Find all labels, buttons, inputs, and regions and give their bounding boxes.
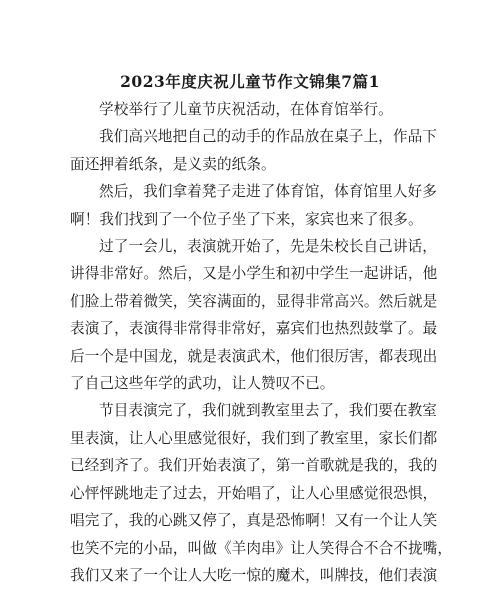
paragraph-line: 里表演，让人心里感觉很好，我们到了教室里，家长们都: [70, 429, 438, 447]
paragraph-line: 表演了，表演得非常得非常好，嘉宾们也热烈鼓掌了。最: [70, 320, 438, 338]
paragraph-line: 啊！我们找到了一个位子坐了下来，家宾也来了很多。: [70, 210, 423, 228]
paragraph-line: 然后，我们拿着凳子走进了体育馆，体育馆里人好多: [99, 183, 437, 201]
paragraph-2: [70, 123, 437, 178]
paragraph-line: 我们又来了一个让人大吃一惊的魔术，叫牌技，他们表演: [70, 566, 438, 584]
paragraph-line: 唱完了，我的心跳又停了，真是恐怖啊！又有一个让人笑: [70, 512, 438, 530]
paragraph-3: [70, 178, 437, 233]
paragraph-line: 了自己这些年学的武功，让人赞叹不已。: [70, 375, 335, 393]
paragraph-4: [70, 233, 438, 397]
paragraph-line: 们脸上带着微笑，笑容满面的，显得非常高兴。然后就是: [70, 292, 438, 310]
paragraph-line: 后一个是中国龙，就是表演武术，他们很厉害，都表现出: [70, 347, 438, 365]
document-body: [70, 96, 453, 589]
paragraph-line: 过了一会儿，表演就开始了，先是朱校长自己讲话，: [99, 238, 437, 256]
paragraph-5: [70, 397, 453, 589]
paragraph-line: 心怦怦跳地走了过去，开始唱了，让人心里感觉很恐惧，: [70, 484, 438, 502]
paragraph-line: 我们高兴地把自己的动手的作品放在桌子上，作品下: [99, 128, 437, 146]
paragraph-1: [70, 96, 432, 123]
paragraph-line: 面还押着纸条，是义卖的纸条。: [70, 155, 276, 173]
paragraph-line: 讲得非常好。然后，又是小学生和初中学生一起讲话，他: [70, 265, 438, 283]
paragraph-line: 也笑不完的小品，叫做《羊肉串》让人笑得合不合不拢嘴，: [70, 539, 453, 557]
paragraph-line: 学校举行了儿童节庆祝活动，在体育馆举行。: [99, 101, 393, 118]
paragraph-line: 节目表演完了，我们就到教室里去了，我们要在教室: [99, 402, 437, 420]
paragraph-line: 已经到齐了。我们开始表演了，第一首歌就是我的，我的: [70, 457, 438, 475]
document-title: 2023年度庆祝儿童节作文锦集7篇1: [120, 72, 380, 91]
